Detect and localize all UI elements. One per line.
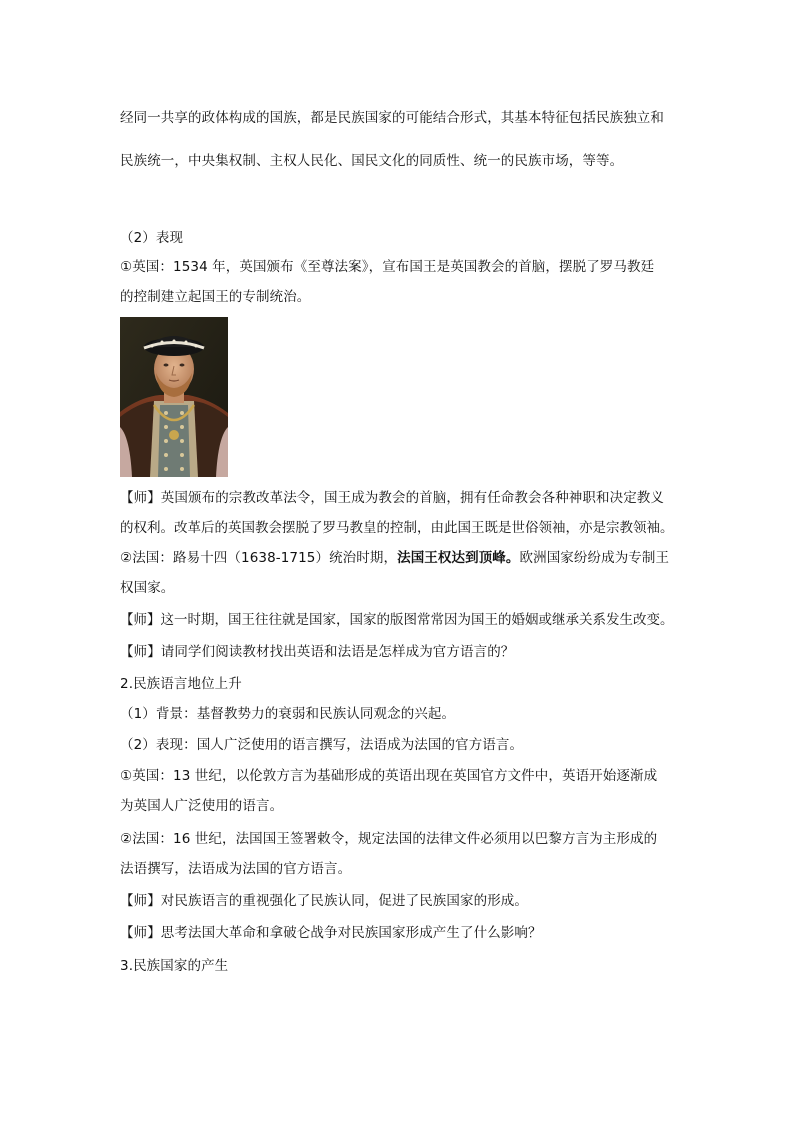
teacher-note: 【师】这一时期，国王往往就是国家，国家的版图常常因为国王的婚姻或继承关系发生改变。 [120,612,674,628]
paragraph-line: ②法国：16 世纪，法国国王签署敕令，规定法国的法律文件必须用以巴黎方言为主形成的 [120,831,658,847]
paragraph-line: 为英国人广泛使用的语言。 [120,798,284,814]
paragraph-line: 法语撰写，法语成为法国的官方语言。 [120,861,352,877]
paragraph-line: 【师】英国颁布的宗教改革法令，国王成为教会的首脑，拥有任命教会各种神职和决定教义 [120,490,664,506]
teacher-note: 【师】对民族语言的重视强化了民族认同，促进了民族国家的形成。 [120,893,528,909]
paragraph-line: （1）背景：基督教势力的衰弱和民族认同观念的兴起。 [120,706,456,722]
teacher-note: 【师】思考法国大革命和拿破仑战争对民族国家形成产生了什么影响？ [120,925,542,941]
paragraph-line: 权国家。 [120,580,175,596]
emphasis-text: 法国王权达到顶峰。 [397,550,520,566]
paragraph-line: ①英国：13 世纪，以伦敦方言为基础形成的英语出现在英国官方文件中，英语开始逐渐成 [120,768,658,784]
paragraph-line: 民族统一，中央集权制、主权人民化、国民文化的同质性、统一的民族市场，等等。 [120,153,624,169]
portrait-painting-icon [120,317,228,477]
paragraph-text: ②法国：路易十四（1638-1715）统治时期， [120,550,398,566]
paragraph-line: 经同一共享的政体构成的国族，都是民族国家的可能结合形式，其基本特征包括民族独立和 [120,110,664,126]
teacher-note: 【师】请同学们阅读教材找出英语和法语是怎样成为官方语言的？ [120,644,515,660]
paragraph-line: （2）表现：国人广泛使用的语言撰写，法语成为法国的官方语言。 [120,737,524,753]
section-heading: 3.民族国家的产生 [120,958,229,974]
paragraph-line: 的控制建立起国王的专制统治。 [120,289,311,305]
portrait-image [120,317,228,477]
paragraph-line: ①英国：1534 年，英国颁布《至尊法案》，宣布国王是英国教会的首脑，摆脱了罗马教廷 [120,259,655,275]
paragraph-line [120,549,680,567]
paragraph-text: 欧洲国家纷纷成为专制王 [519,550,670,566]
section-heading: （2）表现 [120,230,184,246]
paragraph-line: 的权利。改革后的英国教会摆脱了罗马教皇的控制，由此国王既是世俗领袖，亦是宗教领袖。 [120,520,674,536]
section-heading: 2.民族语言地位上升 [120,676,242,692]
